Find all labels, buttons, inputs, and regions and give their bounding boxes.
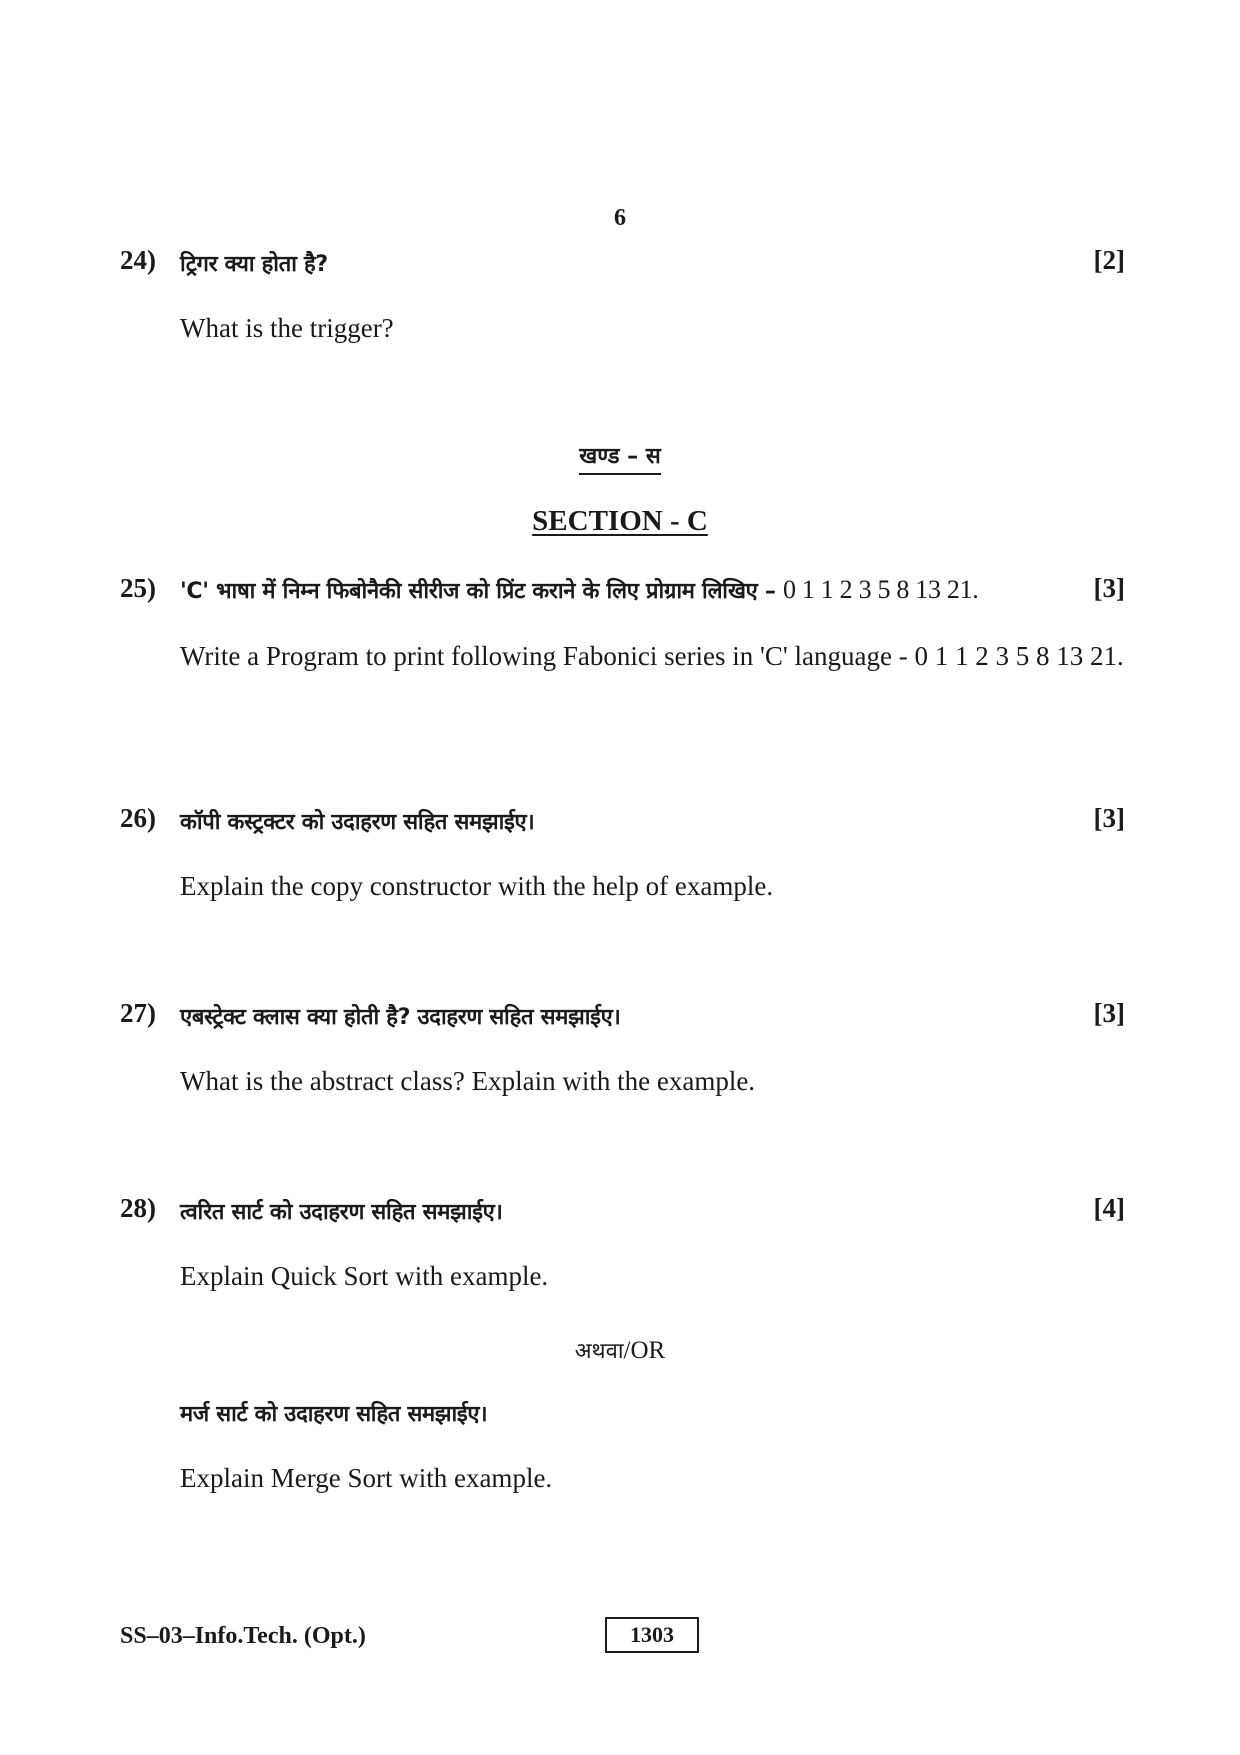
question-marks: [3] bbox=[1093, 998, 1125, 1028]
question-24 bbox=[120, 245, 1125, 346]
question-number: 27) bbox=[120, 998, 156, 1028]
question-marks: [3] bbox=[1093, 573, 1125, 603]
question-28-alternative bbox=[120, 1395, 1125, 1496]
fibonacci-series-inline: 0 1 1 2 3 5 8 13 21. bbox=[782, 575, 979, 604]
question-number: 24) bbox=[120, 245, 156, 275]
question-25 bbox=[120, 573, 1125, 674]
paper-code: SS–03–Info.Tech. (Opt.) bbox=[120, 1623, 366, 1649]
question-number: 25) bbox=[120, 573, 156, 603]
page-code-box: 1303 bbox=[605, 1617, 699, 1653]
question-marks: [2] bbox=[1093, 245, 1125, 275]
alternative-hindi: मर्ज सार्ट को उदाहरण सहित समझाईए। bbox=[180, 1402, 488, 1427]
section-heading-hindi: खण्ड – स bbox=[0, 440, 1240, 470]
question-english: Write a Program to print following Fabonici series in 'C' language - 0 1 1 2 3 5 8 13 21. bbox=[180, 641, 1124, 671]
question-marks: [3] bbox=[1093, 803, 1125, 833]
question-english: Explain the copy constructor with the help of example. bbox=[180, 871, 774, 901]
question-26 bbox=[120, 803, 1125, 904]
section-heading-english: SECTION - C bbox=[532, 505, 708, 537]
or-separator: अथवा/OR bbox=[574, 1337, 666, 1364]
question-hindi: 'C' भाषा में निम्न फिबोनैकी सीरीज को प्रिंट कराने के लिए प्रोग्राम लिखिए – 0 1 1 2 3 5 8 13 21. bbox=[180, 575, 979, 604]
question-27 bbox=[120, 998, 1125, 1099]
question-hindi: एबस्ट्रेक्ट क्लास क्या होती है? उदाहरण सहित समझाईए। bbox=[180, 1005, 621, 1030]
question-hindi: कॉपी कस्ट्रक्टर को उदाहरण सहित समझाईए। bbox=[180, 810, 535, 835]
question-english: What is the trigger? bbox=[180, 313, 394, 343]
question-english: Explain Quick Sort with example. bbox=[180, 1261, 549, 1291]
question-hindi: त्वरित सार्ट को उदाहरण सहित समझाईए। bbox=[180, 1200, 503, 1225]
alternative-english: Explain Merge Sort with example. bbox=[180, 1463, 553, 1493]
question-28 bbox=[120, 1193, 1125, 1294]
question-number: 26) bbox=[120, 803, 156, 833]
question-hindi: ट्रिगर क्या होता है? bbox=[180, 252, 328, 277]
question-number: 28) bbox=[120, 1193, 156, 1223]
page-number: 6 bbox=[614, 205, 626, 231]
question-english: What is the abstract class? Explain with the example. bbox=[180, 1066, 756, 1096]
question-marks: [4] bbox=[1093, 1193, 1125, 1223]
